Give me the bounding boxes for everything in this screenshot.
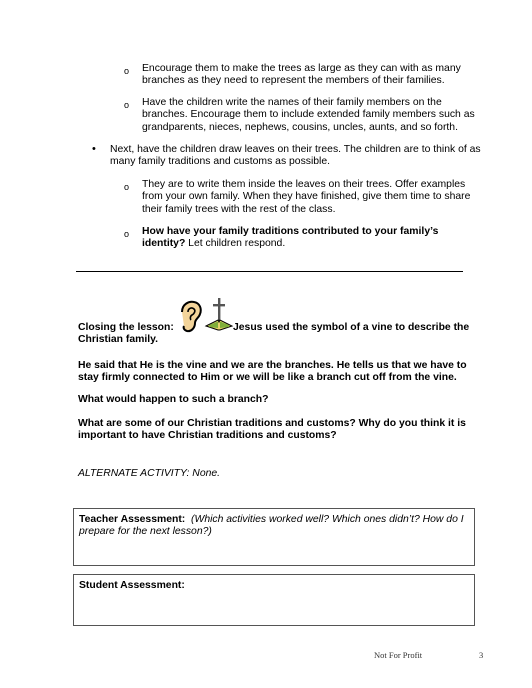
closing-lesson-text-cont: Christian family. [78, 334, 159, 345]
section-divider [76, 271, 463, 272]
bullet-text: Next, have the children draw leaves on their trees. The children are to think of as many family traditions and customs as possible. [110, 144, 481, 168]
branch-question: What would happen to such a branch? [78, 394, 269, 405]
closing-lesson-text: Jesus used the symbol of a vine to describe the [233, 322, 470, 333]
student-assessment-box[interactable] [73, 574, 475, 626]
reflection-question: How have your family traditions contributed to your family’s identity? Let children respond. [142, 226, 439, 250]
sub-bullet-marker: o [124, 100, 130, 110]
teacher-assessment-text: Teacher Assessment: (Which activities worked well? Which ones didn’t? How do I prepare for the next lesson?) [79, 514, 464, 538]
sub-bullet-marker: o [124, 182, 130, 192]
closing-lesson-label: Closing the lesson: [78, 322, 174, 333]
sub-bullet-text: Have the children write the names of their family members on the branches. Encourage them to include extended family members such as grandparents, nieces, nephews, cousins, uncles, aunts, and so forth. [142, 97, 475, 133]
sub-bullet-marker: o [124, 229, 130, 239]
teacher-assessment-box[interactable] [73, 508, 475, 566]
footer-text: Not For Profit [374, 650, 423, 660]
vine-paragraph: He said that He is the vine and we are the branches. He tells us that we have to stay firmly connected to Him or we will be like a branch cut off from the vine. [78, 360, 467, 384]
alternate-activity: ALTERNATE ACTIVITY: None. [78, 468, 221, 479]
bullet-marker: • [92, 143, 96, 155]
traditions-question: What are some of our Christian traditions and customs? Why do you think it is important to have Christian traditions and customs? [78, 418, 466, 442]
sub-bullet-marker: o [124, 66, 130, 76]
sub-bullet-text: They are to write them inside the leaves on their trees. Offer examples from your own family. When they have finished, give them time to share their family trees with the rest of the class. [142, 179, 471, 215]
page-number: 3 [479, 650, 484, 660]
student-assessment-label: Student Assessment: [79, 580, 185, 591]
sub-bullet-text: Encourage them to make the trees as large as they can with as many branches as they need to represent the members of their families. [142, 63, 461, 87]
